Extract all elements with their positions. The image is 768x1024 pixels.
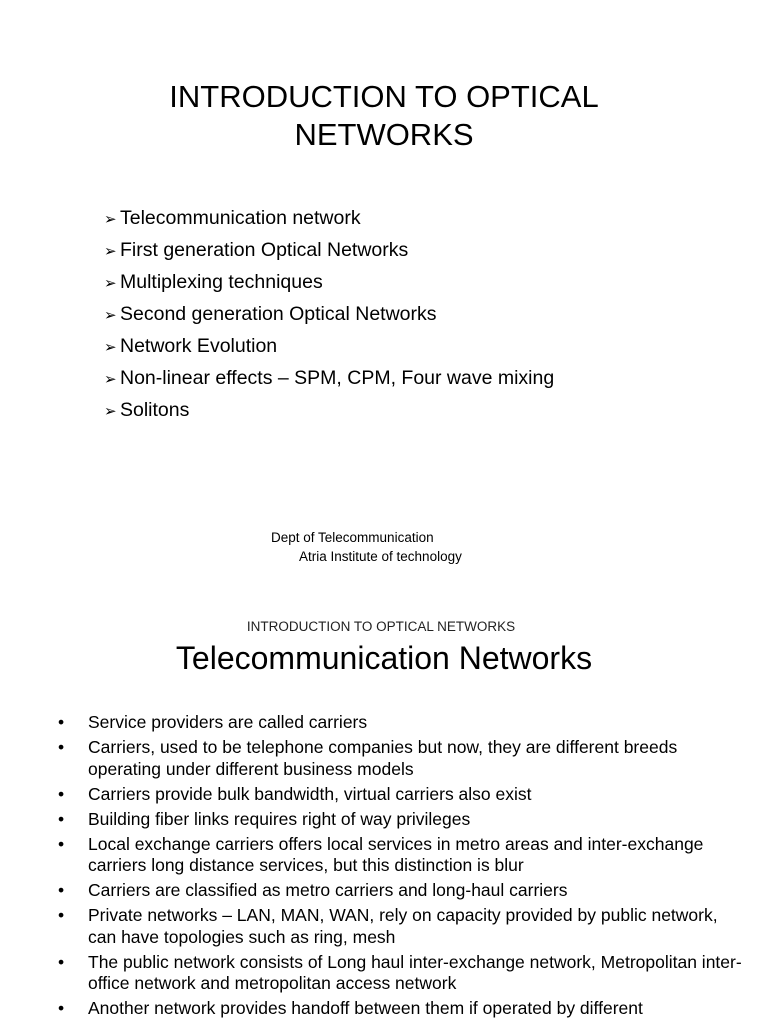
list-item: [0, 905, 768, 948]
slide-footer: [0, 528, 768, 566]
list-item: [0, 834, 768, 877]
slide-title: [0, 78, 768, 154]
bullet-list: [0, 712, 768, 1023]
topic-text: Non-linear effects – SPM, CPM, Four wave mixing: [120, 367, 555, 389]
list-item-text: Carriers provide bulk bandwidth, virtual carriers also exist: [88, 783, 532, 804]
slide-heading: Telecommunication Networks: [175, 640, 593, 676]
topic-list: [104, 203, 554, 427]
bullet-dot-icon: •: [58, 833, 65, 854]
topic-item: [104, 395, 554, 427]
topic-item: [104, 331, 554, 363]
topic-text: Telecommunication network: [120, 207, 361, 229]
list-item: [0, 952, 768, 995]
slide-header: INTRODUCTION TO OPTICAL NETWORKS: [246, 619, 516, 634]
topic-text: Network Evolution: [120, 335, 278, 357]
slide-title-line-2: NETWORKS: [294, 117, 474, 152]
list-item: [0, 998, 768, 1020]
topic-text: Multiplexing techniques: [120, 271, 323, 293]
bullet-dot-icon: •: [58, 951, 65, 972]
bullet-dot-icon: •: [58, 998, 65, 1018]
footer-institute: Atria Institute of technology: [299, 549, 462, 564]
list-item: [0, 880, 768, 902]
list-item: [0, 784, 768, 806]
list-item-text: Carriers are classified as metro carriers and long-haul carriers: [88, 880, 568, 900]
list-item-text: Carriers, used to be telephone companies but now, they are different breeds operating under different business models: [88, 737, 678, 779]
list-item-text: Service providers are called carriers: [88, 712, 368, 732]
topic-item: [104, 363, 554, 395]
footer-department: Dept of Telecommunication: [271, 530, 434, 545]
topic-text: First generation Optical Networks: [120, 239, 409, 261]
list-item-text: Local exchange carriers offers local services in metro areas and inter-exchange carriers long distance services, but this distinction is blur: [88, 833, 704, 875]
topic-item: [104, 203, 554, 235]
arrow-bullet-icon: ➢: [104, 211, 117, 228]
list-item: [0, 809, 768, 831]
slide-telecom-networks: [0, 590, 768, 1024]
topic-item: [104, 235, 554, 267]
list-item-text: Private networks – LAN, MAN, WAN, rely on capacity provided by public network, can have topologies such as ring, mesh: [88, 905, 718, 947]
list-item-text: The public network consists of Long haul inter-exchange network, Metropolitan inter-office network and metropolitan access network: [88, 951, 742, 993]
bullet-dot-icon: •: [58, 905, 65, 925]
topic-item: [104, 267, 554, 299]
arrow-bullet-icon: ➢: [104, 339, 117, 356]
arrow-bullet-icon: ➢: [104, 243, 117, 260]
list-item-text: Another network provides handoff between them if operated by different: [88, 998, 643, 1018]
arrow-bullet-icon: ➢: [104, 275, 117, 292]
slide-title-line-1: INTRODUCTION TO OPTICAL: [169, 79, 599, 114]
bullet-dot-icon: •: [58, 880, 65, 900]
list-item: [0, 737, 768, 780]
arrow-bullet-icon: ➢: [104, 307, 117, 324]
topic-item: [104, 299, 554, 331]
bullet-dot-icon: •: [58, 783, 65, 804]
arrow-bullet-icon: ➢: [104, 371, 117, 388]
topic-text: Second generation Optical Networks: [120, 303, 437, 325]
bullet-dot-icon: •: [58, 737, 65, 757]
list-item: [0, 712, 768, 734]
bullet-dot-icon: •: [58, 808, 65, 829]
list-item-text: Building fiber links requires right of way privileges: [88, 808, 471, 829]
bullet-dot-icon: •: [58, 712, 65, 732]
topic-text: Solitons: [120, 399, 190, 421]
arrow-bullet-icon: ➢: [104, 403, 117, 420]
